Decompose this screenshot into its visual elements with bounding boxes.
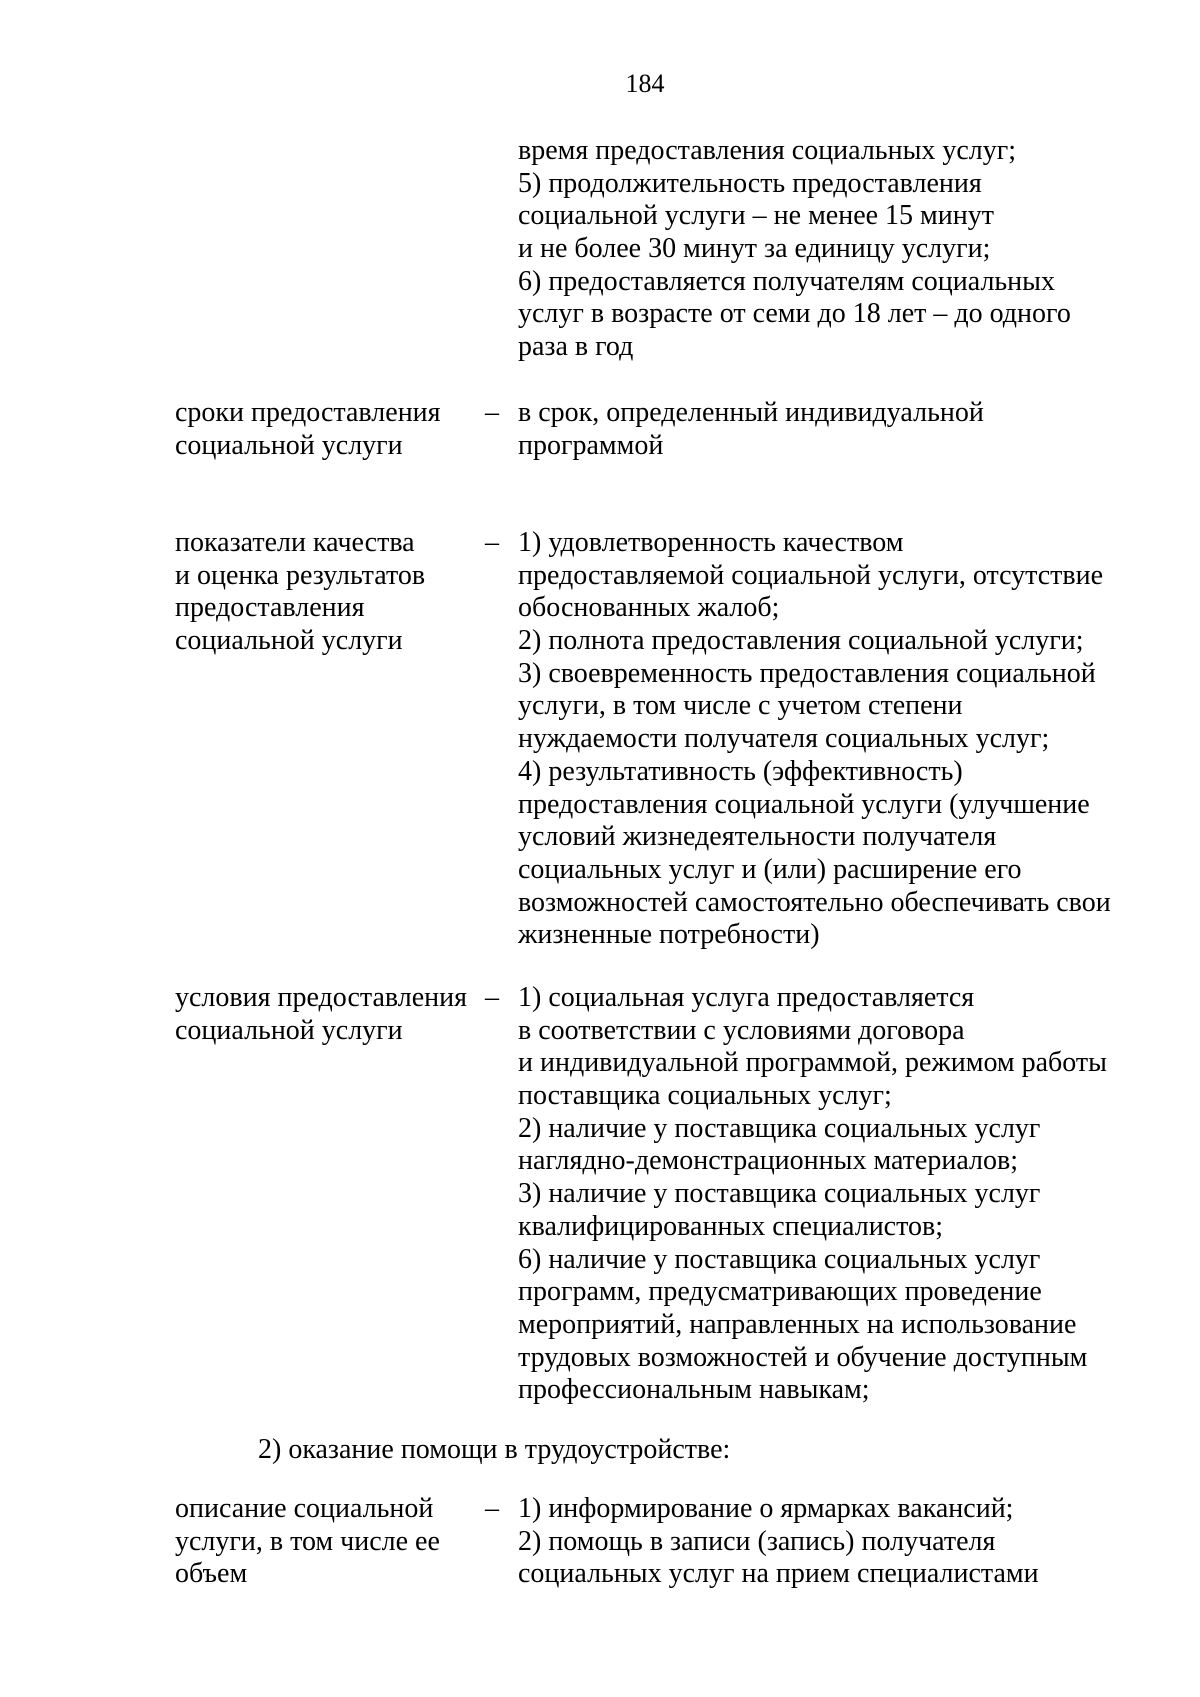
text-line: время предоставления социальных услуг;: [518, 135, 1017, 166]
value-line: 6) наличие у поставщика социальных услуг: [518, 1243, 1041, 1275]
value-line: обоснованных жалоб;: [518, 592, 780, 624]
value-line: квалифицированных специалистов;: [518, 1210, 943, 1242]
value-line: и индивидуальной программой, режимом работы: [518, 1047, 1107, 1079]
value-line: 1) информирование о ярмарках вакансий;: [518, 1493, 1014, 1524]
value-line: социальных услуг и (или) расширение его: [518, 853, 1022, 885]
value-line: мероприятий, направленных на использование: [518, 1308, 1077, 1340]
text-line: 5) продолжительность предоставления: [518, 167, 982, 199]
value-line: жизненные потребности): [518, 919, 820, 951]
value-line: программой: [518, 429, 664, 461]
value-line: возможностей самостоятельно обеспечивать свои: [518, 886, 1111, 918]
row-label: [175, 527, 485, 658]
label-line: описание социальной: [175, 1493, 434, 1524]
row-value: [518, 397, 1158, 462]
value-line: 4) результативность (эффективность): [518, 755, 963, 787]
continuation-text: [518, 135, 1158, 364]
value-line: 3) своевременность предоставления социальной: [518, 657, 1096, 689]
value-line: предоставления социальной услуги (улучшение: [518, 788, 1090, 820]
text-line: услуг в возрасте от семи до 18 лет – до одного: [518, 298, 1071, 330]
value-line: наглядно-демонстрационных материалов;: [518, 1145, 1018, 1177]
value-line: нуждаемости получателя социальных услуг;: [518, 723, 1050, 755]
text-line: 6) предоставляется получателям социальных: [518, 265, 1055, 297]
page-number: 184: [625, 69, 665, 98]
text-line: и не более 30 минут за единицу услуги;: [518, 233, 991, 265]
value-line: программ, предусматривающих проведение: [518, 1276, 1042, 1308]
section-heading: 2) оказание помощи в трудоустройстве:: [258, 1434, 731, 1465]
label-line: социальной услуги: [175, 429, 403, 461]
value-line: социальных услуг на прием специалистами: [518, 1558, 1039, 1590]
row-label: [175, 982, 485, 1047]
value-line: 1) удовлетворенность качеством: [518, 527, 904, 558]
row-dash: –: [485, 397, 499, 428]
value-line: профессиональным навыкам;: [518, 1374, 870, 1406]
row-value: [518, 1493, 1158, 1591]
text-line: социальной услуги – не менее 15 минут: [518, 200, 994, 232]
label-line: социальной услуги: [175, 1014, 403, 1046]
value-line: в срок, определенный индивидуальной: [518, 397, 984, 428]
label-line: сроки предоставления: [175, 397, 441, 428]
value-line: 3) наличие у поставщика социальных услуг: [518, 1178, 1041, 1210]
label-line: услуги, в том числе ее: [175, 1525, 440, 1557]
row-value: [518, 982, 1158, 1407]
row-dash: –: [485, 527, 499, 558]
row-value: [518, 527, 1158, 952]
row-label: [175, 397, 485, 462]
value-line: предоставляемой социальной услуги, отсутствие: [518, 559, 1104, 591]
value-line: в соответствии с условиями договора: [518, 1014, 965, 1046]
label-line: условия предоставления: [175, 982, 468, 1013]
label-line: показатели качества: [175, 527, 415, 558]
label-line: предоставления: [175, 592, 365, 624]
value-line: 1) социальная услуга предоставляется: [518, 982, 975, 1013]
value-line: поставщика социальных услуг;: [518, 1080, 892, 1112]
label-line: объем: [175, 1558, 248, 1590]
value-line: 2) наличие у поставщика социальных услуг: [518, 1112, 1041, 1144]
row-label: [175, 1493, 485, 1591]
label-line: социальной услуги: [175, 625, 403, 657]
text-line: раза в год: [518, 331, 634, 363]
value-line: 2) полнота предоставления социальной услуги;: [518, 625, 1084, 657]
label-line: и оценка результатов: [175, 559, 426, 591]
row-dash: –: [485, 982, 499, 1013]
value-line: услуги, в том числе с учетом степени: [518, 690, 963, 722]
row-dash: –: [485, 1493, 499, 1524]
value-line: 2) помощь в записи (запись) получателя: [518, 1525, 996, 1557]
value-line: трудовых возможностей и обучение доступным: [518, 1341, 1088, 1373]
value-line: условий жизнедеятельности получателя: [518, 821, 997, 853]
